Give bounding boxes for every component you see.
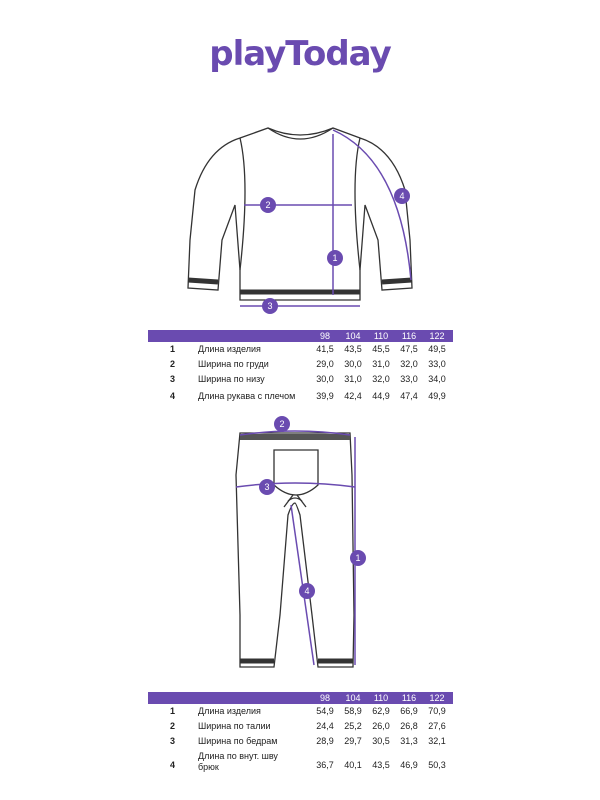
size-98: 98 bbox=[319, 693, 330, 703]
measurement-value: 36,7 bbox=[316, 760, 334, 770]
table-row bbox=[148, 342, 453, 357]
table-row bbox=[148, 372, 453, 387]
size-104: 104 bbox=[345, 331, 361, 341]
marker-3-label: 3 bbox=[267, 301, 273, 311]
size-116: 116 bbox=[401, 331, 417, 341]
measurement-value: 47,5 bbox=[400, 344, 418, 354]
marker-4-label: 4 bbox=[399, 191, 405, 201]
measurement-label: Ширина по бедрам bbox=[198, 736, 278, 746]
measurement-value: 31,0 bbox=[372, 359, 390, 369]
measurement-value: 66,9 bbox=[400, 706, 418, 716]
bottom-size-table bbox=[148, 692, 453, 779]
measurement-value: 31,3 bbox=[400, 736, 418, 746]
measurement-value: 43,5 bbox=[372, 760, 390, 770]
marker-2-label: 2 bbox=[279, 419, 285, 429]
table-row bbox=[148, 734, 453, 749]
measurement-value: 30,0 bbox=[344, 359, 362, 369]
measurement-value: 33,0 bbox=[400, 374, 418, 384]
measurement-value: 41,5 bbox=[316, 344, 334, 354]
measurement-value: 30,0 bbox=[316, 374, 334, 384]
measurement-value: 31,0 bbox=[344, 374, 362, 384]
marker-4-label: 4 bbox=[304, 586, 310, 596]
row-number: 2 bbox=[170, 721, 176, 731]
measurement-value: 44,9 bbox=[372, 391, 390, 401]
measurement-label: Длина рукава с плечом bbox=[198, 391, 296, 401]
measurement-value: 32,0 bbox=[400, 359, 418, 369]
size-122: 122 bbox=[429, 331, 445, 341]
sweatshirt-drawing bbox=[0, 120, 600, 320]
size-110: 110 bbox=[373, 693, 389, 703]
measurement-value: 58,9 bbox=[344, 706, 362, 716]
measurement-label: Ширина по талии bbox=[198, 721, 271, 731]
measurement-value: 70,9 bbox=[428, 706, 446, 716]
size-122: 122 bbox=[429, 693, 445, 703]
measurement-value: 33,0 bbox=[428, 359, 446, 369]
measurement-value: 25,2 bbox=[344, 721, 362, 731]
table-row bbox=[148, 749, 453, 779]
measurement-value: 46,9 bbox=[400, 760, 418, 770]
measurement-value: 29,7 bbox=[344, 736, 362, 746]
row-number: 1 bbox=[170, 344, 176, 354]
pants-drawing bbox=[0, 415, 600, 685]
measurement-value: 32,0 bbox=[372, 374, 390, 384]
top-size-table bbox=[148, 330, 453, 405]
table-row bbox=[148, 357, 453, 372]
row-number: 1 bbox=[170, 706, 176, 716]
measurement-value: 40,1 bbox=[344, 760, 362, 770]
table-row bbox=[148, 704, 453, 719]
marker-1-label: 1 bbox=[355, 553, 361, 563]
size-header bbox=[148, 330, 453, 342]
row-number: 3 bbox=[170, 374, 176, 384]
measurement-value: 24,4 bbox=[316, 721, 334, 731]
row-number: 4 bbox=[170, 391, 176, 401]
measurement-label: Длина по внут. шву брюк bbox=[198, 751, 278, 772]
marker-1-label: 1 bbox=[332, 253, 338, 263]
measurement-label: Ширина по низу bbox=[198, 374, 265, 384]
measurement-label: Длина изделия bbox=[198, 706, 261, 716]
measurement-value: 49,5 bbox=[428, 344, 446, 354]
measurement-value: 45,5 bbox=[372, 344, 390, 354]
measurement-value: 27,6 bbox=[428, 721, 446, 731]
measurement-value: 28,9 bbox=[316, 736, 334, 746]
size-110: 110 bbox=[373, 331, 389, 341]
row-number: 4 bbox=[170, 760, 176, 770]
measurement-value: 34,0 bbox=[428, 374, 446, 384]
measurement-label: Ширина по груди bbox=[198, 359, 269, 369]
measurement-value: 26,0 bbox=[372, 721, 390, 731]
size-header bbox=[148, 692, 453, 704]
marker-3-label: 3 bbox=[264, 482, 270, 492]
measurement-value: 39,9 bbox=[316, 391, 334, 401]
row-number: 3 bbox=[170, 736, 176, 746]
size-98: 98 bbox=[319, 331, 330, 341]
table-row bbox=[148, 387, 453, 405]
measurement-value: 47,4 bbox=[400, 391, 418, 401]
measurement-value: 43,5 bbox=[344, 344, 362, 354]
measurement-value: 26,8 bbox=[400, 721, 418, 731]
measurement-value: 50,3 bbox=[428, 760, 446, 770]
measurement-value: 49,9 bbox=[428, 391, 446, 401]
size-116: 116 bbox=[401, 693, 417, 703]
measurement-value: 30,5 bbox=[372, 736, 390, 746]
size-104: 104 bbox=[345, 693, 361, 703]
measurement-label: Длина изделия bbox=[198, 344, 261, 354]
marker-2-label: 2 bbox=[265, 200, 271, 210]
table-row bbox=[148, 719, 453, 734]
brand-logo: playToday bbox=[209, 34, 391, 74]
row-number: 2 bbox=[170, 359, 176, 369]
measurement-value: 29,0 bbox=[316, 359, 334, 369]
measurement-value: 42,4 bbox=[344, 391, 362, 401]
measurement-value: 32,1 bbox=[428, 736, 446, 746]
measurement-value: 62,9 bbox=[372, 706, 390, 716]
measurement-value: 54,9 bbox=[316, 706, 334, 716]
